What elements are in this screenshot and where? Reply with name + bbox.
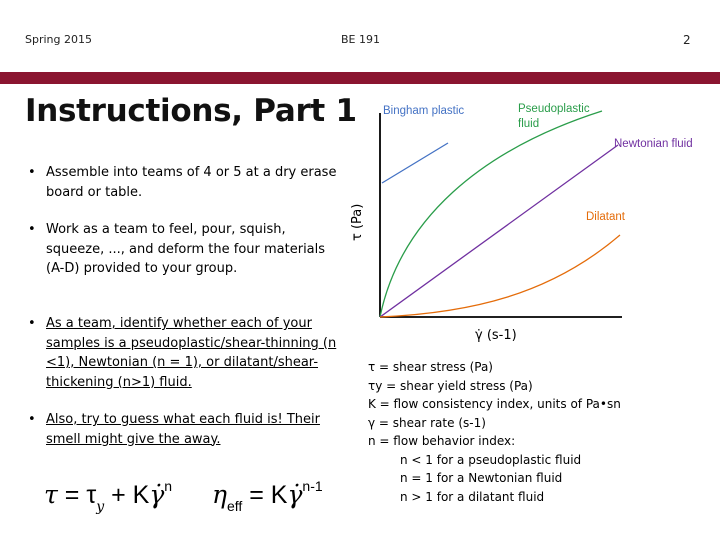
series-label-dilatant: Dilatant xyxy=(586,211,625,223)
series-label-pseudoplastic-line2: fluid xyxy=(518,118,540,130)
eq1-gamma: γ̇ xyxy=(149,480,165,509)
definition-row: K = flow consistency index, units of Pa•sn xyxy=(368,397,621,411)
eq1-exp: n xyxy=(164,478,173,494)
series-dilatant-line xyxy=(380,235,620,317)
bullet-dot-icon: • xyxy=(28,412,36,427)
herschel-bulkley-equation xyxy=(44,478,172,515)
eq2-gamma: γ̇ xyxy=(287,480,303,509)
x-axis-label: γ̇ (s-1) xyxy=(475,328,517,343)
bullet-list-top xyxy=(26,163,338,297)
header-divider-bar xyxy=(0,72,720,84)
bullet-list-bottom xyxy=(26,314,344,467)
definition-row: n = 1 for a Newtonian fluid xyxy=(400,471,563,485)
bullet-text: Also, try to guess what each fluid is! Their smell might give the away. xyxy=(46,412,320,447)
bullet-item xyxy=(26,220,338,279)
series-label-newtonian: Newtonian fluid xyxy=(614,138,693,150)
bullet-item xyxy=(26,314,344,392)
eq2-lhs: η xyxy=(212,480,227,509)
series-label-bingham-plastic: Bingham plastic xyxy=(383,105,465,117)
header-page-number: 2 xyxy=(683,33,691,47)
series-label-pseudoplastic: Pseudoplastic xyxy=(518,103,590,115)
effective-viscosity-equation xyxy=(212,478,323,514)
definition-row: τ = shear stress (Pa) xyxy=(368,360,493,374)
definition-row: τy = shear yield stress (Pa) xyxy=(368,378,533,393)
definition-row: n = flow behavior index: xyxy=(368,434,516,448)
eq1-plus: + K xyxy=(104,481,150,509)
series-pseudoplastic-line xyxy=(380,111,602,317)
bullet-dot-icon: • xyxy=(28,165,36,180)
header-course-term: Spring 2015 xyxy=(25,33,92,46)
series-bingham-plastic-line xyxy=(382,143,448,183)
eq2-exp: n-1 xyxy=(302,478,323,494)
series-newtonian-line xyxy=(380,145,618,317)
rheology-chart xyxy=(340,95,712,355)
header-course-code: BE 191 xyxy=(341,33,380,46)
definition-row: n > 1 for a dilatant fluid xyxy=(400,489,545,504)
variable-definitions xyxy=(368,358,621,506)
bullet-item xyxy=(26,163,338,202)
y-axis-label: τ (Pa) xyxy=(350,203,365,241)
bullet-text: Work as a team to feel, pour, squish, squeeze, ..., and deform the four materials (A-D) provided to your group. xyxy=(46,222,326,276)
slide-title: Instructions, Part 1 xyxy=(25,93,357,129)
bullet-text: Assemble into teams of 4 or 5 at a dry erase board or table. xyxy=(46,165,337,200)
bullet-dot-icon: • xyxy=(28,316,36,331)
eq2-sub: eff xyxy=(226,498,243,514)
eq1-lhs: τ xyxy=(44,480,58,509)
eq1-sub: y xyxy=(96,499,105,515)
definition-row: n < 1 for a pseudoplastic fluid xyxy=(400,452,582,467)
eq2-mid: = K xyxy=(242,481,288,509)
bullet-text: As a team, identify whether each of your samples is a pseudoplastic/shear-thinning (n <1), Newtonian (n = 1), or dilatant/shear-thickening (n>1) fluid. xyxy=(46,316,337,390)
eq1-mid: = τ xyxy=(64,481,97,509)
definition-row: γ = shear rate (s-1) xyxy=(368,415,486,430)
bullet-dot-icon: • xyxy=(28,222,36,237)
bullet-item xyxy=(26,410,344,449)
